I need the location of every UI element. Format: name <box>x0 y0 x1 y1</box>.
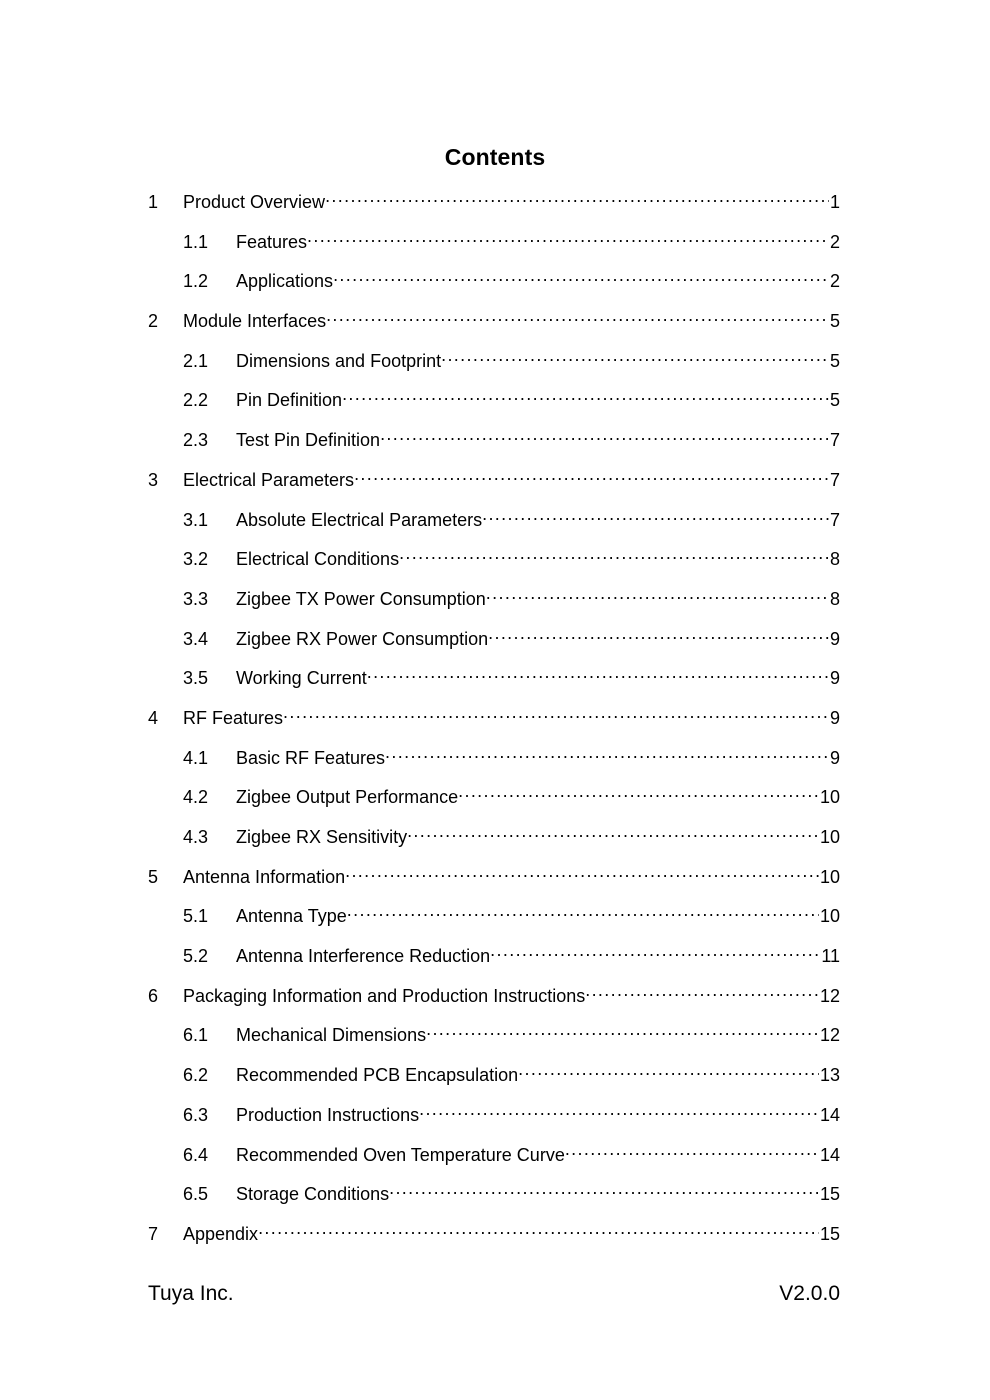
toc-entry-page-number: 8 <box>829 549 840 570</box>
toc-dot-leader <box>488 622 829 645</box>
toc-entry-page-number: 10 <box>819 827 840 847</box>
toc-entry-number: 6.1 <box>183 1025 209 1046</box>
toc-entry[interactable] <box>148 1018 840 1058</box>
toc-entry-page-number: 9 <box>829 668 840 689</box>
toc-entry-label: Appendix <box>183 1223 259 1244</box>
toc-dot-leader <box>342 383 829 406</box>
toc-entry-label: Mechanical Dimensions <box>236 1025 427 1046</box>
toc-entry-number: 3.5 <box>183 668 209 689</box>
toc-entry-label: Zigbee RX Sensitivity <box>236 827 408 847</box>
toc-entry[interactable] <box>148 463 840 503</box>
toc-entry-page-number: 7 <box>829 509 840 530</box>
toc-entry[interactable] <box>148 899 840 939</box>
toc-entry-number: 1.2 <box>183 271 209 292</box>
toc-entry[interactable] <box>148 264 840 304</box>
toc-entry-label: Test Pin Definition <box>236 430 381 451</box>
toc-entry-label: Applications <box>236 271 334 292</box>
toc-entry-label: Dimensions and Footprint <box>236 350 442 371</box>
toc-entry-page-number: 9 <box>829 707 840 728</box>
toc-entry-page-number: 5 <box>829 350 840 371</box>
toc-entry-label: Recommended PCB Encapsulation <box>236 1065 519 1086</box>
toc-entry-page-number: 2 <box>829 271 840 292</box>
toc-entry-page-number: 14 <box>819 1104 840 1125</box>
toc-entry-page-number: 10 <box>819 906 840 927</box>
toc-entry-number: 4.3 <box>183 827 209 847</box>
toc-entry-page-number: 15 <box>819 1184 840 1205</box>
toc-entry-label: Antenna Type <box>236 906 347 927</box>
toc-entry-label: Antenna Information <box>183 866 346 887</box>
toc-dot-leader <box>385 741 829 764</box>
toc-dot-leader <box>367 661 829 684</box>
toc-entry-page-number: 7 <box>829 469 840 490</box>
toc-dot-leader <box>380 423 829 446</box>
toc-entry-label: Electrical Conditions <box>236 549 400 570</box>
toc-entry-page-number: 12 <box>819 985 840 1006</box>
toc-entry[interactable] <box>148 542 840 582</box>
toc-entry[interactable] <box>148 979 840 1019</box>
toc-dot-leader <box>486 582 829 605</box>
toc-entry-number: 6.4 <box>183 1144 209 1165</box>
toc-entry-page-number: 1 <box>829 192 840 212</box>
toc-entry[interactable] <box>148 741 840 781</box>
toc-dot-leader <box>399 542 829 565</box>
toc-entry-label: Storage Conditions <box>236 1184 390 1205</box>
toc-entry-label: Zigbee Output Performance <box>236 787 459 808</box>
toc-entry-label: Product Overview <box>183 192 326 212</box>
toc-dot-leader <box>585 979 819 1002</box>
toc-dot-leader <box>325 185 829 208</box>
page-footer <box>148 1281 840 1306</box>
toc-entry[interactable] <box>148 1177 840 1217</box>
toc-entry[interactable] <box>148 701 840 741</box>
toc-dot-leader <box>441 344 829 367</box>
toc-entry-label: Working Current <box>236 668 367 689</box>
toc-entry-number: 7 <box>148 1223 159 1244</box>
toc-dot-leader <box>354 463 829 486</box>
toc-entry-number: 4.1 <box>183 747 209 768</box>
toc-entry-page-number: 5 <box>829 390 840 411</box>
toc-entry-label: Basic RF Features <box>236 747 386 768</box>
toc-dot-leader <box>326 304 829 327</box>
toc-entry-label: Zigbee TX Power Consumption <box>236 588 486 609</box>
toc-dot-leader <box>333 264 829 287</box>
toc-dot-leader <box>283 701 829 724</box>
toc-entry[interactable] <box>148 503 840 543</box>
toc-entry[interactable] <box>148 1058 840 1098</box>
toc-entry-page-number: 5 <box>829 311 840 332</box>
toc-dot-leader <box>389 1177 819 1200</box>
toc-dot-leader <box>419 1098 819 1121</box>
toc-entry-number: 3.4 <box>183 628 209 649</box>
toc-dot-leader <box>482 503 829 526</box>
toc-entry[interactable] <box>148 225 840 265</box>
toc-entry[interactable] <box>148 304 840 344</box>
toc-entry-number: 6.2 <box>183 1065 209 1086</box>
toc-entry[interactable] <box>148 939 840 979</box>
toc-entry-number: 3.2 <box>183 549 209 570</box>
toc-entry-number: 5.2 <box>183 946 209 967</box>
toc-entry-label: Features <box>236 231 308 252</box>
toc-entry-page-number: 8 <box>829 588 840 609</box>
toc-entry-label: Module Interfaces <box>183 311 327 332</box>
toc-entry-number: 2 <box>148 311 159 332</box>
footer-version: V2.0.0 <box>779 1282 840 1305</box>
toc-entry-label: Packaging Information and Production Instructions <box>183 985 586 1006</box>
toc-entry[interactable] <box>148 344 840 384</box>
toc-entry-page-number: 13 <box>819 1065 840 1086</box>
toc-entry-number: 4.2 <box>183 787 209 808</box>
page-title: Contents <box>444 144 546 171</box>
toc-entry-page-number: 14 <box>819 1144 840 1165</box>
toc-entry-page-number: 9 <box>829 628 840 649</box>
toc-dot-leader <box>518 1058 819 1081</box>
toc-entry-label: Zigbee RX Power Consumption <box>236 628 489 649</box>
toc-entry-number: 4 <box>148 707 159 728</box>
toc-entry[interactable] <box>148 383 840 423</box>
toc-entry[interactable] <box>148 622 840 662</box>
toc-entry-number: 3.1 <box>183 509 209 530</box>
toc-entry-label: RF Features <box>183 707 284 728</box>
toc-entry-page-number: 10 <box>819 787 840 808</box>
toc-entry-page-number: 10 <box>819 866 840 887</box>
toc-dot-leader <box>565 1138 819 1161</box>
toc-dot-leader <box>347 899 819 922</box>
toc-entry-number: 6.3 <box>183 1104 209 1125</box>
toc-entry-number: 5.1 <box>183 906 209 927</box>
toc-entry[interactable] <box>148 661 840 701</box>
toc-entry[interactable] <box>148 423 840 463</box>
toc-entry-label: Recommended Oven Temperature Curve <box>236 1144 565 1165</box>
toc-entry-number: 3 <box>148 469 159 490</box>
toc-entry-page-number: 7 <box>829 430 840 451</box>
toc-entry[interactable] <box>148 860 840 900</box>
toc-entry[interactable] <box>148 1098 840 1138</box>
toc-dot-leader <box>490 939 820 962</box>
toc-dot-leader <box>307 225 829 248</box>
toc-entry[interactable] <box>148 820 840 860</box>
toc-dot-leader <box>458 780 819 803</box>
toc-entry[interactable] <box>148 185 840 225</box>
toc-entry[interactable] <box>148 582 840 622</box>
toc-entry-number: 2.1 <box>183 350 209 371</box>
toc-entry-number: 3.3 <box>183 588 209 609</box>
toc-entry-page-number: 9 <box>829 747 840 768</box>
toc-dot-leader <box>258 1217 819 1240</box>
toc-dot-leader <box>407 820 819 843</box>
toc-entry-label: Pin Definition <box>236 390 343 411</box>
toc-entry[interactable] <box>148 1217 840 1257</box>
toc-entry-number: 5 <box>148 866 159 887</box>
toc-entry-number: 2.3 <box>183 430 209 451</box>
toc-dot-leader <box>345 860 819 883</box>
toc-entry[interactable] <box>148 1138 840 1178</box>
toc-entry-label: Antenna Interference Reduction <box>236 946 491 967</box>
toc-entry-page-number: 2 <box>829 231 840 252</box>
toc-entry-number: 6 <box>148 985 159 1006</box>
toc-dot-leader <box>426 1018 819 1041</box>
footer-company: Tuya Inc. <box>148 1282 234 1305</box>
toc-entry-label: Production Instructions <box>236 1104 420 1125</box>
toc-entry[interactable] <box>148 780 840 820</box>
toc-entry-number: 1 <box>148 192 159 212</box>
toc-entry-page-number: 12 <box>819 1025 840 1046</box>
toc-entry-page-number: 15 <box>819 1223 840 1244</box>
toc-entry-number: 1.1 <box>183 231 209 252</box>
toc-entry-label: Electrical Parameters <box>183 469 355 490</box>
table-of-contents <box>148 185 840 1257</box>
toc-entry-label: Absolute Electrical Parameters <box>236 509 483 530</box>
toc-entry-page-number: 11 <box>821 946 840 967</box>
toc-entry-number: 2.2 <box>183 390 209 411</box>
toc-entry-number: 6.5 <box>183 1184 209 1205</box>
